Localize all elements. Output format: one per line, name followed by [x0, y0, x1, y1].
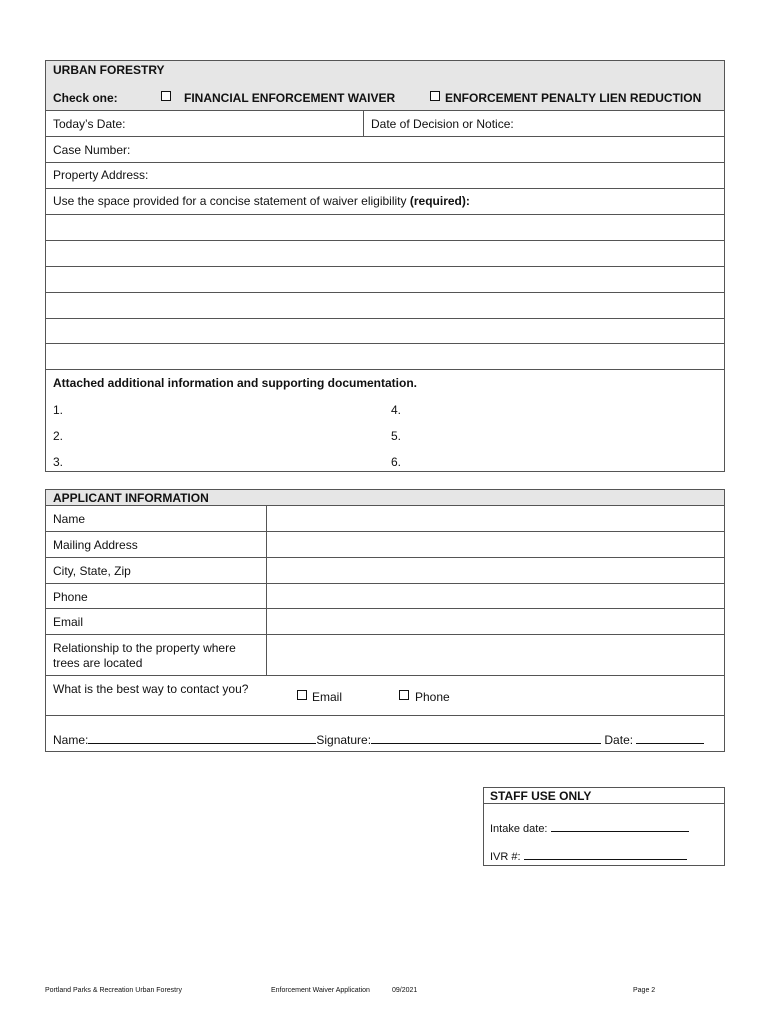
todays-date-field[interactable]: Today’s Date: — [53, 117, 126, 131]
attachment-4[interactable]: 4. — [391, 403, 402, 417]
applicant-title: APPLICANT INFORMATION — [53, 491, 209, 505]
attachment-3[interactable]: 3. — [53, 455, 64, 469]
email-label: Email — [53, 615, 84, 629]
statement-required: (required): — [409, 194, 470, 208]
sig-signature-line[interactable] — [371, 732, 601, 744]
attachment-2[interactable]: 2. — [53, 429, 64, 443]
sig-signature-label: Signature: — [316, 733, 372, 747]
attachment-1[interactable]: 1. — [53, 403, 64, 417]
name-label: Name — [53, 512, 86, 526]
ivr-label: IVR #: — [490, 851, 521, 863]
mailing-address-label: Mailing Address — [53, 538, 138, 552]
name-input[interactable] — [267, 506, 724, 531]
relationship-label-line1: Relationship to the property where — [53, 641, 236, 655]
signature-row — [53, 732, 704, 747]
footer-page: Page 2 — [633, 987, 656, 994]
sig-date-label: Date: — [604, 733, 634, 747]
sig-name-label: Name: — [53, 733, 89, 747]
contact-question: What is the best way to contact you? — [53, 682, 249, 696]
lien-reduction-label: ENFORCEMENT PENALTY LIEN REDUCTION — [445, 91, 702, 105]
city-state-zip-input[interactable] — [267, 558, 724, 583]
intake-date-line[interactable] — [551, 820, 689, 832]
statement-lines-area[interactable] — [46, 215, 724, 368]
attachment-6[interactable]: 6. — [391, 455, 402, 469]
sig-name-line[interactable] — [88, 732, 316, 744]
intake-date-row — [490, 820, 689, 836]
attachment-5[interactable]: 5. — [391, 429, 402, 443]
contact-email-checkbox[interactable] — [297, 690, 307, 700]
statement-instruction — [53, 194, 470, 208]
ivr-line[interactable] — [524, 848, 687, 860]
contact-phone-label: Phone — [415, 690, 450, 704]
check-one-label: Check one: — [53, 91, 118, 105]
lien-reduction-checkbox[interactable] — [430, 91, 440, 101]
ivr-row — [490, 848, 687, 864]
relationship-label-line2: trees are located — [53, 656, 143, 670]
decision-date-field[interactable]: Date of Decision or Notice: — [371, 117, 514, 131]
footer-date: 09/2021 — [392, 987, 418, 994]
intake-date-label: Intake date: — [490, 823, 548, 835]
phone-label: Phone — [53, 590, 88, 604]
footer-org: Portland Parks & Recreation Urban Forestry — [45, 987, 182, 994]
email-input[interactable] — [267, 609, 724, 634]
relationship-input[interactable] — [267, 635, 724, 675]
attachments-label: Attached additional information and supporting documentation. — [53, 376, 417, 390]
financial-waiver-checkbox[interactable] — [161, 91, 171, 101]
sig-date-line[interactable] — [636, 732, 704, 744]
staff-title: STAFF USE ONLY — [490, 789, 592, 803]
mailing-address-input[interactable] — [267, 532, 724, 557]
contact-phone-checkbox[interactable] — [399, 690, 409, 700]
contact-email-label: Email — [312, 690, 343, 704]
footer-doc-title: Enforcement Waiver Application — [271, 987, 370, 994]
financial-waiver-label: FINANCIAL ENFORCEMENT WAIVER — [184, 91, 396, 105]
case-number-field[interactable]: Case Number: — [53, 143, 131, 157]
phone-input[interactable] — [267, 584, 724, 608]
section-title: URBAN FORESTRY — [53, 63, 165, 77]
statement-prefix: Use the space provided for a concise statement of waiver eligibility — [53, 194, 407, 208]
property-address-field[interactable]: Property Address: — [53, 168, 149, 182]
city-state-zip-label: City, State, Zip — [53, 564, 131, 578]
